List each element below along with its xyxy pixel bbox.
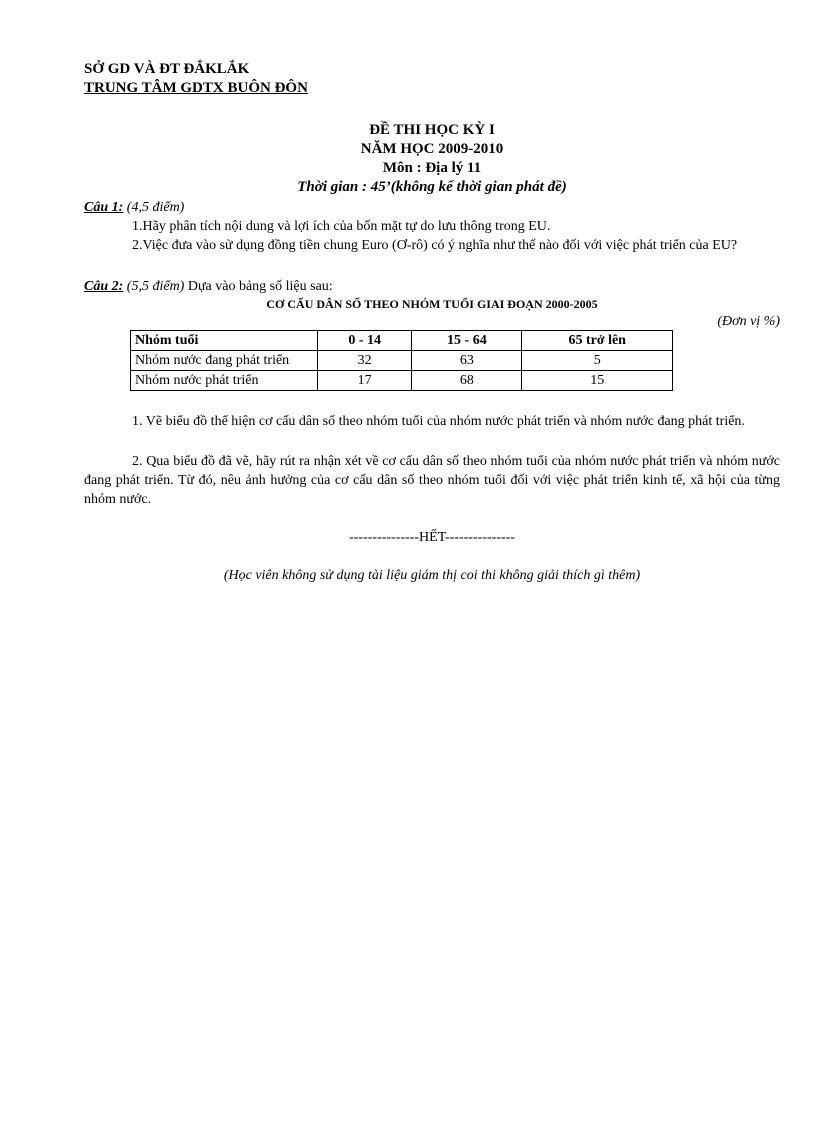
- cell-value: 5: [522, 351, 673, 371]
- question-2-intro: Dựa vào bảng số liệu sau:: [187, 279, 333, 294]
- cell-value: 63: [412, 351, 522, 371]
- header-age-group: Nhóm tuổi: [131, 331, 318, 351]
- time-limit: Thời gian : 45’(không kể thời gian phát đề): [297, 179, 567, 195]
- question-1-item-2: 2.Việc đưa vào sử dụng đồng tiền chung Euro (Ơ-rô) có ý nghĩa như thế nào đối với việc phát triển của EU?: [132, 238, 738, 253]
- question-1-label: Câu 1:: [84, 200, 124, 215]
- header-15-64: 15 - 64: [412, 331, 522, 351]
- cell-value: 32: [318, 351, 412, 371]
- table-row: [131, 351, 673, 371]
- table-title: CƠ CẤU DÂN SỐ THEO NHÓM TUỔI GIAI ĐOẠN 2000-2005: [266, 297, 598, 311]
- center-name: TRUNG TÂM GDTX BUÔN ĐÔN: [84, 80, 308, 96]
- subject: Môn : Địa lý 11: [382, 160, 482, 176]
- question-1-heading: [84, 199, 780, 216]
- question-1-points: (4,5 điểm): [126, 200, 185, 215]
- school-year: NĂM HỌC 2009-2010: [360, 141, 504, 157]
- question-2-heading: [84, 278, 780, 295]
- cell-value: 17: [318, 371, 412, 391]
- table-row: [131, 371, 673, 391]
- table-header-row: [131, 331, 673, 351]
- exam-title: ĐỀ THI HỌC KỲ I: [369, 122, 495, 138]
- row-label: Nhóm nước đang phát triển: [131, 351, 318, 371]
- question-2-points: (5,5 điểm): [126, 279, 185, 294]
- cell-value: 68: [412, 371, 522, 391]
- table-unit: (Đơn vị %): [717, 314, 780, 329]
- department-name: SỞ GD VÀ ĐT ĐẮKLẮK: [84, 61, 250, 77]
- question-2-task-1: 1. Vẽ biểu đồ thể hiện cơ cấu dân số theo nhóm tuổi của nhóm nước phát triển và nhóm nước đang phát triển.: [132, 414, 745, 429]
- question-2-label: Câu 2:: [84, 279, 124, 294]
- header-65-plus: 65 trở lên: [522, 331, 673, 351]
- cell-value: 15: [522, 371, 673, 391]
- row-label: Nhóm nước phát triển: [131, 371, 318, 391]
- header-0-14: 0 - 14: [318, 331, 412, 351]
- question-1-item-1: 1.Hãy phân tích nội dung và lợi ích của bốn mặt tự do lưu thông trong EU.: [132, 219, 551, 234]
- end-marker: ---------------HẾT---------------: [349, 530, 515, 545]
- footer-note: (Học viên không sử dụng tài liệu giám thị coi thi không giải thích gì thêm): [223, 568, 641, 583]
- question-2-task-2: 2. Qua biểu đồ đã vẽ, hãy rút ra nhận xét về cơ cấu dân số theo nhóm tuổi của nhóm nước phát triển và nhóm nước đang phát triển. Từ đó, nêu ảnh hưởng của cơ cấu dân số theo nhóm tuổi đối với việc phát triển kinh tế, xã hội của từng nhóm nước.: [84, 454, 780, 507]
- population-table: [130, 330, 673, 391]
